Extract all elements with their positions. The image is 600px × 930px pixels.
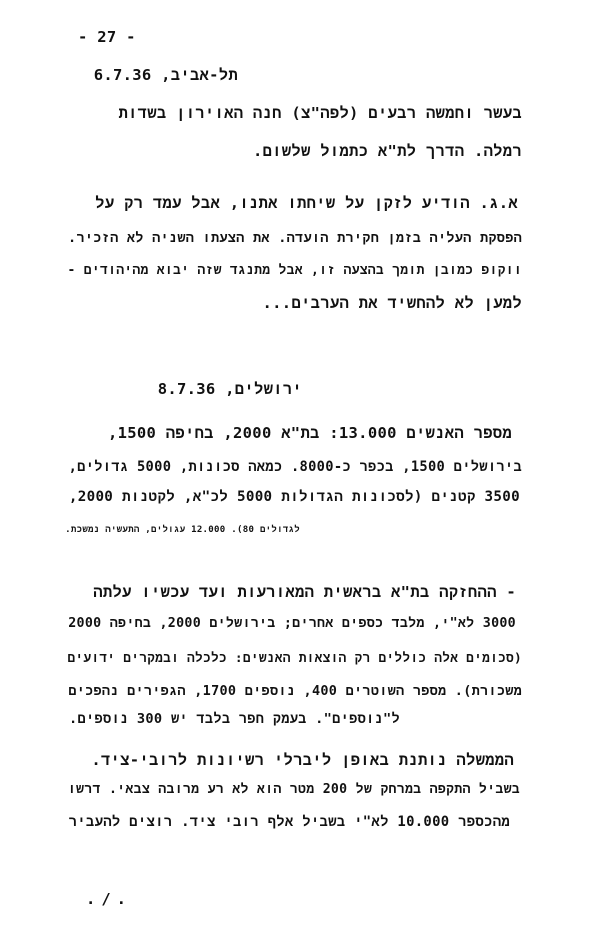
body-line: - ההחזקה בת"א בראשית המאורעות ועד עכשיו עלתה bbox=[93, 583, 516, 601]
page-number: - 27 - bbox=[78, 28, 136, 46]
body-line: ל"נוספים". בעמק חפר בלבד יש 300 נוספים. bbox=[69, 711, 400, 727]
continuation-mark: ./. bbox=[86, 890, 132, 908]
body-line: לגדולים 80). 12.000 עגולים, התעשיה נמשכת. bbox=[65, 525, 300, 535]
body-line: מספר האנשים 13.000: בת"א 2000, בחיפה 1500, bbox=[107, 424, 512, 442]
body-line: בעשר וחמשה רבעים (לפה"צ) חנה האוירון בשדות bbox=[118, 104, 522, 122]
entry-heading-jerusalem: ירושלים, 8.7.36 bbox=[157, 380, 302, 398]
entry-heading-tel-aviv: תל-אביב, 6.7.36 bbox=[93, 66, 238, 84]
body-line: למען לא להחשיד את הערבים... bbox=[262, 294, 522, 312]
body-line: משכורת). מספר השוטרים 400, נוספים 1700, הגפירים נהפכים bbox=[68, 683, 522, 699]
body-line: רמלה. הדרך לת"א כתמול שלשום. bbox=[252, 142, 522, 160]
body-line: 3500 קטנים (לסכונות הגדולות 5000 לכ"א, לקטנות 2000, bbox=[68, 489, 520, 505]
body-line: ווקופ כמובן תומך בהצעה זו, אבל מתנגד שזה יבוא מהיהודים - bbox=[67, 263, 522, 278]
body-line: בשביל התקפה במרחק של 200 מטר הוא לא רע מרובה צבאי. דרשו bbox=[67, 782, 520, 797]
body-line: הממשלה נותנת באופן ליברלי רשיונות לרובי-ציד. bbox=[91, 751, 514, 769]
body-line: 3000 לא"י, מלבד כספים אחרים; בירושלים 2000, בחיפה 2000 bbox=[68, 616, 516, 631]
body-line: מהכספר 10.000 לא"י בשביל אלף רובי ציד. רוצים להעביר bbox=[68, 814, 510, 830]
body-line: (סכומים אלה כוללים רק הוצאות האנשים: כלכלה ובמקרים ידועים bbox=[67, 651, 522, 666]
body-line: בירושלים 1500, בכפר כ-8000. כמאה סכונות, 5000 גדולים, bbox=[68, 459, 522, 475]
body-line: הפסקת העליה בזמן חקירת הועדה. את הצעתו השניה לא הזכיר. bbox=[68, 230, 522, 246]
body-line: א.ג. הודיע לזקן על שיחתו אתנו, אבל עמד רק על bbox=[95, 194, 518, 212]
